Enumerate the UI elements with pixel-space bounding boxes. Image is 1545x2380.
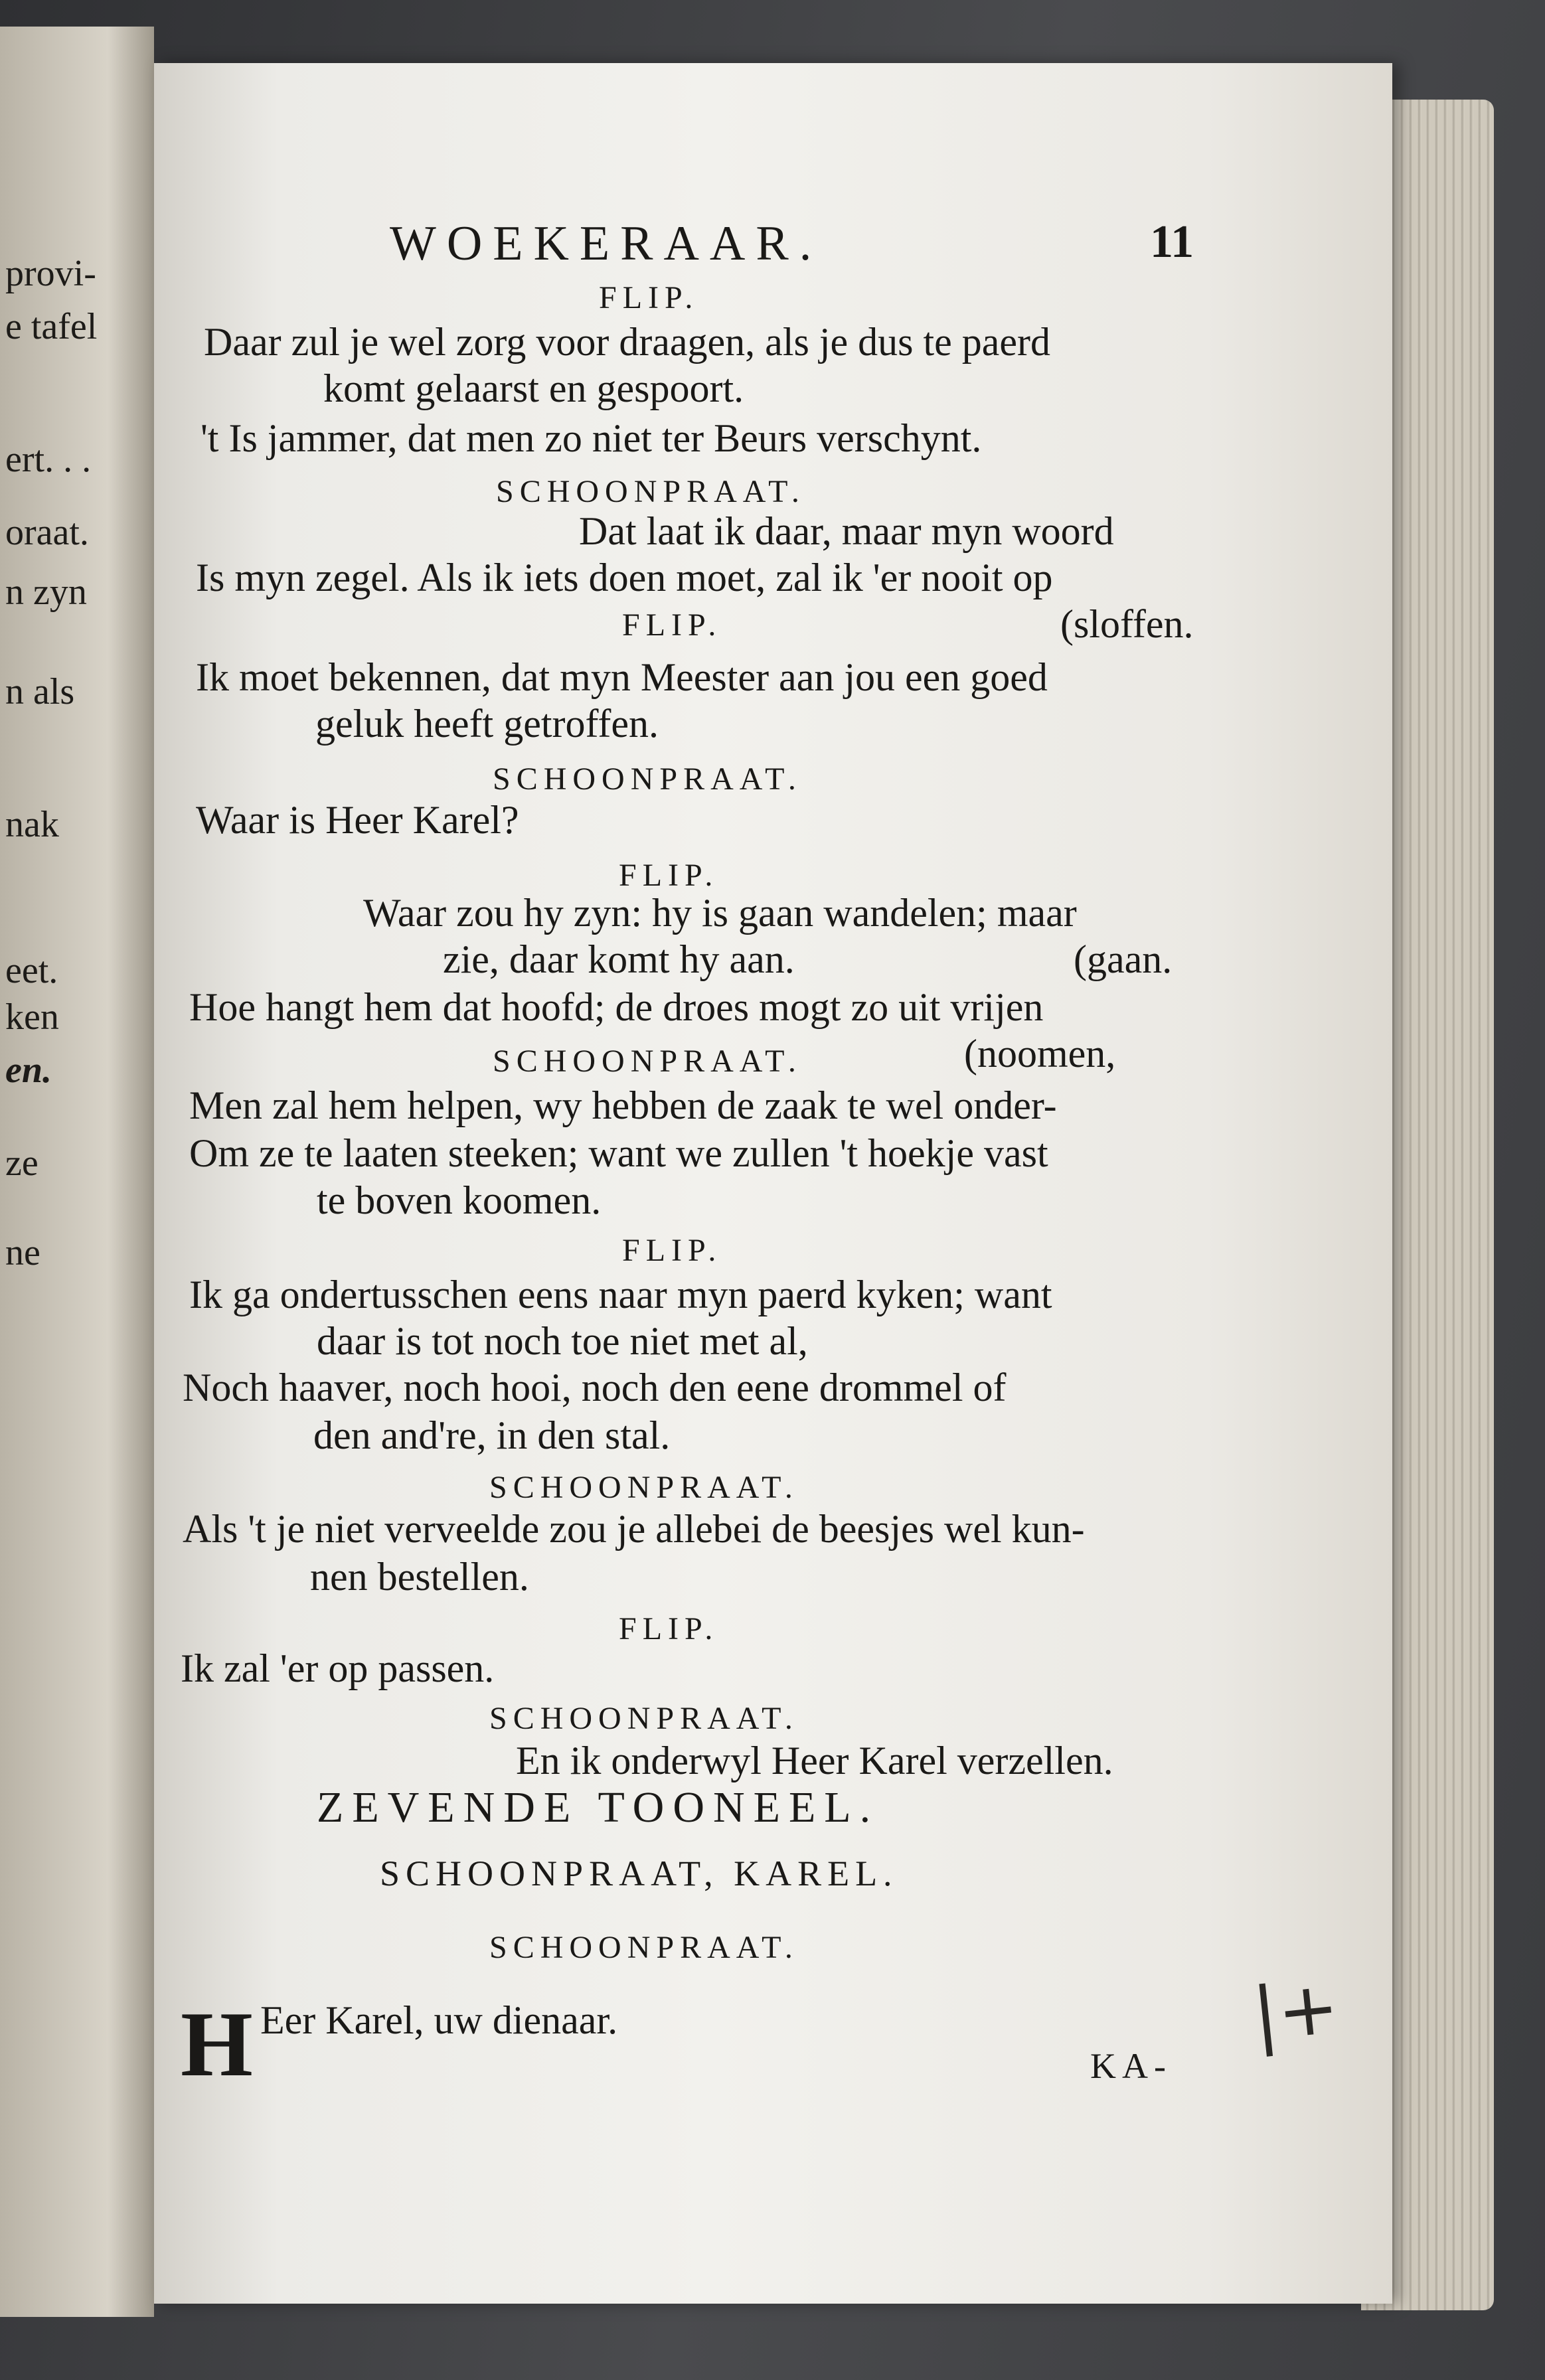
scene-title: ZEVENDE TOONEEL. (317, 1783, 880, 1832)
left-page-fragment: e tafel (5, 306, 98, 347)
left-page-fragment: provi- (5, 253, 96, 294)
text-line: Ik moet bekennen, dat myn Meester aan jou een goed (196, 655, 1048, 699)
text-line: (gaan. (1074, 937, 1173, 981)
speaker-heading: FLIP. (619, 1611, 719, 1646)
text-line: (sloffen. (1060, 602, 1194, 646)
page-number: 11 (1150, 216, 1194, 268)
text-line: geluk heeft getroffen. (315, 702, 659, 746)
text-line: 't Is jammer, dat men zo niet ter Beurs verschynt. (201, 416, 982, 460)
scene-characters: SCHOONPRAAT, KAREL. (380, 1854, 898, 1893)
text-line: Waar is Heer Karel? (196, 798, 519, 842)
text-line: Ik zal 'er op passen. (181, 1646, 495, 1690)
text-line: Als 't je niet verveelde zou je allebei de beesjes wel kun- (183, 1507, 1085, 1551)
text-line: Waar zou hy zyn: hy is gaan wandelen; maar (363, 891, 1077, 935)
speaker-heading: SCHOONPRAAT. (493, 761, 802, 797)
text-line: Daar zul je wel zorg voor draagen, als je dus te paerd (204, 320, 1051, 364)
facing-left-page (0, 27, 154, 2317)
text-line: den and're, in den stal. (313, 1413, 671, 1457)
text-line: daar is tot noch toe niet met al, (317, 1319, 808, 1363)
book-page (154, 63, 1392, 2304)
handwritten-margin-mark: |+ (1248, 1964, 1343, 2058)
text-line: Ik ga ondertusschen eens naar myn paerd kyken; want (189, 1273, 1052, 1316)
text-line: nen bestellen. (310, 1555, 529, 1599)
speaker-heading: FLIP. (622, 1233, 722, 1268)
running-title: WOEKERAAR. (390, 216, 823, 271)
left-page-fragment: ze (5, 1143, 39, 1184)
text-line: komt gelaarst en gespoort. (323, 366, 744, 410)
text-line: En ik onderwyl Heer Karel verzellen. (516, 1739, 1113, 1783)
left-page-fragment: ert. . . (5, 439, 92, 480)
text-line: zie, daar komt hy aan. (443, 937, 795, 981)
speaker-heading: SCHOONPRAAT. (489, 1470, 799, 1505)
catchword: KA- (1090, 2046, 1172, 2086)
text-line: Men zal hem helpen, wy hebben de zaak te wel onder- (189, 1083, 1057, 1127)
speaker-heading: SCHOONPRAAT. (493, 1044, 802, 1079)
text-line: Dat laat ik daar, maar myn woord (579, 509, 1114, 553)
left-page-fragment: nak (5, 804, 59, 845)
speaker-heading: SCHOONPRAAT. (496, 474, 805, 509)
text-line: Eer Karel, uw dienaar. (260, 1998, 618, 2042)
left-page-fragment: oraat. (5, 512, 89, 553)
left-page-fragment: ken (5, 996, 59, 1038)
speaker-heading: SCHOONPRAAT. (489, 1930, 799, 1965)
speaker-heading: FLIP. (622, 607, 722, 643)
left-page-fragment: n als (5, 671, 75, 712)
speaker-heading: FLIP. (619, 858, 719, 893)
left-page-fragment: en. (5, 1050, 52, 1091)
left-page-fragment: n zyn (5, 572, 87, 613)
drop-cap: H (181, 1993, 253, 2096)
speaker-heading: SCHOONPRAAT. (489, 1701, 799, 1736)
left-page-fragment: ne (5, 1232, 41, 1273)
text-line: Hoe hangt hem dat hoofd; de droes mogt zo uit vrijen (189, 985, 1044, 1029)
left-page-fragment: eet. (5, 950, 58, 991)
text-line: te boven koomen. (317, 1178, 602, 1222)
speaker-heading: FLIP. (599, 280, 699, 315)
text-line: Om ze te laaten steeken; want we zullen 't hoekje vast (189, 1131, 1048, 1175)
text-line: (noomen, (964, 1032, 1116, 1075)
text-line: Noch haaver, noch hooi, noch den eene drommel of (183, 1366, 1007, 1409)
text-line: Is myn zegel. Als ik iets doen moet, zal ik 'er nooit op (196, 556, 1053, 599)
